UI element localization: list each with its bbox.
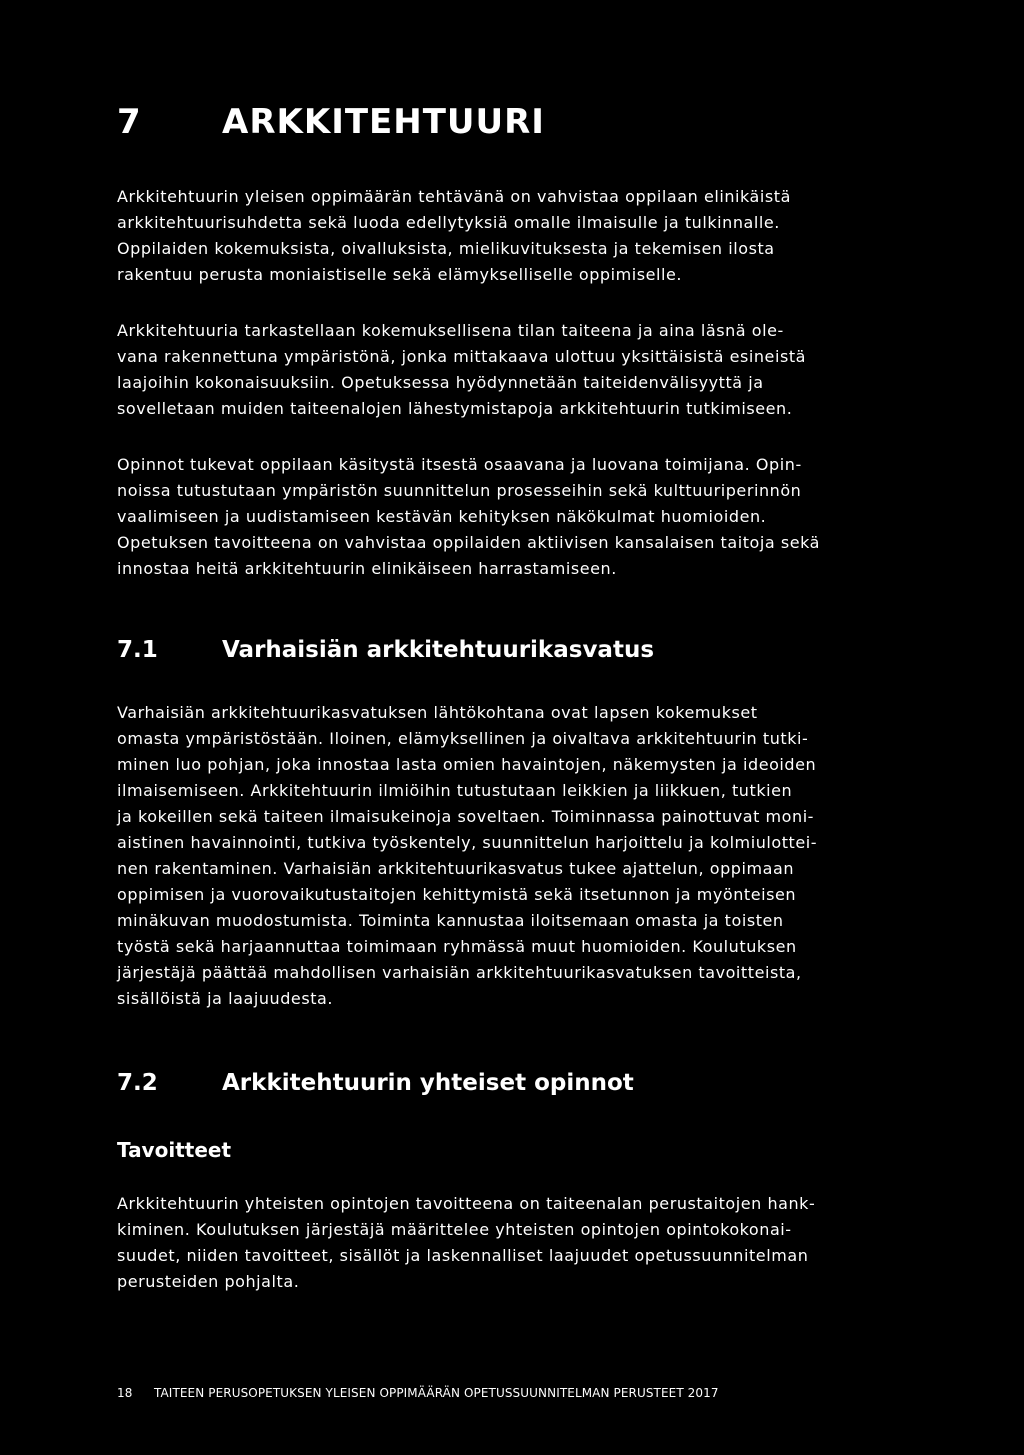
chapter-number: 7 <box>117 102 142 142</box>
text-line: vana rakennettuna ympäristönä, jonka mittakaava ulottuu yksittäisistä esineistä <box>117 347 807 366</box>
text-line: omasta ympäristöstään. Iloinen, elämyksellinen ja oivaltava arkkitehtuurin tutki- <box>117 729 809 748</box>
text-line: minen luo pohjan, joka innostaa lasta omien havaintojen, näkemysten ja ideoiden <box>117 755 817 774</box>
text-line: minäkuvan muodostumista. Toiminta kannustaa iloitsemaan omasta ja toisten <box>117 911 784 930</box>
text-line: sovelletaan muiden taiteenalojen lähestymistapoja arkkitehtuurin tutkimiseen. <box>117 399 793 418</box>
intro-paragraph-3 <box>117 452 877 582</box>
text-line: nen rakentaminen. Varhaisiän arkkitehtuurikasvatus tukee ajattelun, oppimaan <box>117 859 795 878</box>
text-line: Arkkitehtuuria tarkastellaan kokemuksellisena tilan taiteena ja aina läsnä ole- <box>117 321 784 340</box>
section-title: Varhaisiän arkkitehtuurikasvatus <box>222 637 655 663</box>
text-line: Opetuksen tavoitteena on vahvistaa oppilaiden aktiivisen kansalaisen taitoja sekä <box>117 533 821 552</box>
text-line: laajoihin kokonaisuuksiin. Opetuksessa hyödynnetään taiteidenvälisyyttä ja <box>117 373 764 392</box>
text-line: rakentuu perusta moniaistiselle sekä elämykselliselle oppimiselle. <box>117 265 683 284</box>
text-line: Opinnot tukevat oppilaan käsitystä itsestä osaavana ja luovana toimijana. Opin- <box>117 455 802 474</box>
section-number: 7.1 <box>117 637 158 663</box>
text-line: Arkkitehtuurin yleisen oppimäärän tehtävänä on vahvistaa oppilaan elinikäistä <box>117 187 791 206</box>
section-number: 7.2 <box>117 1070 158 1096</box>
text-line: sisällöistä ja laajuudesta. <box>117 989 334 1008</box>
section-title: Arkkitehtuurin yhteiset opinnot <box>222 1070 634 1096</box>
subheading-tavoitteet: Tavoitteet <box>117 1138 232 1162</box>
intro-paragraph-1 <box>117 184 877 288</box>
text-line: Varhaisiän arkkitehtuurikasvatuksen lähtökohtana ovat lapsen kokemukset <box>117 703 758 722</box>
text-line: työstä sekä harjaannuttaa toimimaan ryhmässä muut huomioiden. Koulutuksen <box>117 937 797 956</box>
text-line: vaalimiseen ja uudistamiseen kestävän kehityksen näkökulmat huomioiden. <box>117 507 767 526</box>
text-line: noissa tutustutaan ympäristön suunnittelun prosesseihin sekä kulttuuriperinnön <box>117 481 802 500</box>
text-line: järjestäjä päättää mahdollisen varhaisiän arkkitehtuurikasvatuksen tavoitteista, <box>117 963 802 982</box>
text-line: suudet, niiden tavoitteet, sisällöt ja laskennalliset laajuudet opetussuunnitelman <box>117 1246 809 1265</box>
section-7-2-paragraph <box>117 1191 877 1295</box>
text-line: arkkitehtuurisuhdetta sekä luoda edellytyksiä omalle ilmaisulle ja tulkinnalle. <box>117 213 780 232</box>
text-line: Oppilaiden kokemuksista, oivalluksista, mielikuvituksesta ja tekemisen ilosta <box>117 239 775 258</box>
chapter-title: ARKKITEHTUURI <box>222 102 545 142</box>
text-line: ja kokeillen sekä taiteen ilmaisukeinoja soveltaen. Toiminnassa painottuvat moni- <box>117 807 815 826</box>
text-line: ilmaisemiseen. Arkkitehtuurin ilmiöihin tutustutaan leikkien ja liikkuen, tutkien <box>117 781 793 800</box>
text-line: innostaa heitä arkkitehtuurin elinikäiseen harrastamiseen. <box>117 559 617 578</box>
page-number: 18 <box>117 1386 133 1400</box>
text-line: Arkkitehtuurin yhteisten opintojen tavoitteena on taiteenalan perustaitojen hank- <box>117 1194 816 1213</box>
text-line: oppimisen ja vuorovaikutustaitojen kehittymistä sekä itsetunnon ja myönteisen <box>117 885 797 904</box>
text-line: kiminen. Koulutuksen järjestäjä määrittelee yhteisten opintojen opintokokonai- <box>117 1220 792 1239</box>
page-footer <box>117 1384 719 1402</box>
footer-title: TAITEEN PERUSOPETUKSEN YLEISEN OPPIMÄÄRÄN OPETUSSUUNNITELMAN PERUSTEET 2017 <box>154 1386 719 1400</box>
text-line: aistinen havainnointi, tutkiva työskentely, suunnittelun harjoittelu ja kolmiulottei- <box>117 833 818 852</box>
section-7-1-paragraph <box>117 700 877 1012</box>
intro-paragraph-2 <box>117 318 877 422</box>
text-line: perusteiden pohjalta. <box>117 1272 300 1291</box>
